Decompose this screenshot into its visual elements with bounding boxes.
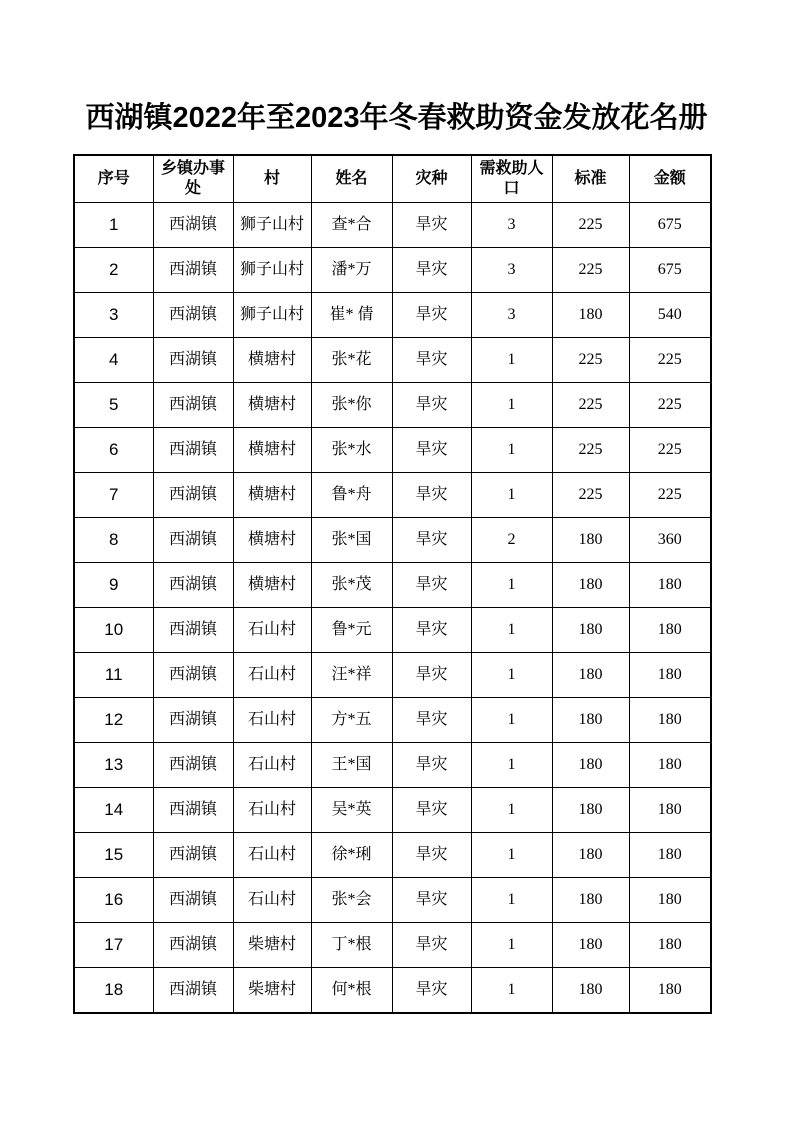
cell-standard: 180 <box>552 698 629 743</box>
cell-disaster-type: 旱灾 <box>392 428 471 473</box>
cell-amount: 540 <box>629 293 711 338</box>
cell-village: 横塘村 <box>233 383 311 428</box>
cell-population-in-need: 1 <box>471 608 552 653</box>
cell-amount: 225 <box>629 428 711 473</box>
cell-population-in-need: 1 <box>471 878 552 923</box>
cell-name: 鲁*舟 <box>311 473 392 518</box>
cell-township-office: 西湖镇 <box>153 788 233 833</box>
cell-township-office: 西湖镇 <box>153 698 233 743</box>
cell-standard: 225 <box>552 338 629 383</box>
header-disaster-type: 灾种 <box>392 155 471 203</box>
cell-township-office: 西湖镇 <box>153 653 233 698</box>
cell-disaster-type: 旱灾 <box>392 653 471 698</box>
document-title: 西湖镇2022年至2023年冬春救助资金发放花名册 <box>85 102 708 134</box>
cell-village: 横塘村 <box>233 563 311 608</box>
cell-village: 石山村 <box>233 608 311 653</box>
cell-serial-number: 5 <box>74 383 153 428</box>
cell-village: 横塘村 <box>233 338 311 383</box>
table-row <box>74 203 711 248</box>
cell-village: 石山村 <box>233 878 311 923</box>
cell-population-in-need: 1 <box>471 698 552 743</box>
cell-township-office: 西湖镇 <box>153 608 233 653</box>
cell-serial-number: 13 <box>74 743 153 788</box>
cell-name: 张*会 <box>311 878 392 923</box>
header-row <box>74 155 711 203</box>
cell-village: 狮子山村 <box>233 293 311 338</box>
cell-amount: 180 <box>629 833 711 878</box>
header-standard: 标准 <box>552 155 629 203</box>
cell-population-in-need: 1 <box>471 473 552 518</box>
cell-standard: 180 <box>552 878 629 923</box>
table-row <box>74 293 711 338</box>
table-row <box>74 248 711 293</box>
header-serial-number: 序号 <box>74 155 153 203</box>
cell-standard: 180 <box>552 563 629 608</box>
cell-township-office: 西湖镇 <box>153 518 233 563</box>
cell-name: 张*水 <box>311 428 392 473</box>
cell-serial-number: 16 <box>74 878 153 923</box>
header-name: 姓名 <box>311 155 392 203</box>
table-row <box>74 923 711 968</box>
cell-township-office: 西湖镇 <box>153 968 233 1014</box>
cell-population-in-need: 3 <box>471 293 552 338</box>
cell-amount: 360 <box>629 518 711 563</box>
cell-village: 横塘村 <box>233 473 311 518</box>
cell-serial-number: 6 <box>74 428 153 473</box>
cell-serial-number: 1 <box>74 203 153 248</box>
header-village: 村 <box>233 155 311 203</box>
cell-name: 潘*万 <box>311 248 392 293</box>
cell-township-office: 西湖镇 <box>153 923 233 968</box>
cell-amount: 675 <box>629 248 711 293</box>
header-population-in-need: 需救助人口 <box>471 155 552 203</box>
cell-amount: 675 <box>629 203 711 248</box>
cell-township-office: 西湖镇 <box>153 563 233 608</box>
header-township-office: 乡镇办事处 <box>153 155 233 203</box>
cell-standard: 180 <box>552 968 629 1014</box>
cell-amount: 180 <box>629 698 711 743</box>
cell-village: 石山村 <box>233 743 311 788</box>
cell-name: 丁*根 <box>311 923 392 968</box>
cell-serial-number: 3 <box>74 293 153 338</box>
table-row <box>74 968 711 1014</box>
cell-disaster-type: 旱灾 <box>392 383 471 428</box>
cell-population-in-need: 2 <box>471 518 552 563</box>
cell-township-office: 西湖镇 <box>153 203 233 248</box>
cell-disaster-type: 旱灾 <box>392 608 471 653</box>
cell-disaster-type: 旱灾 <box>392 698 471 743</box>
cell-serial-number: 9 <box>74 563 153 608</box>
cell-population-in-need: 3 <box>471 203 552 248</box>
cell-disaster-type: 旱灾 <box>392 518 471 563</box>
cell-township-office: 西湖镇 <box>153 473 233 518</box>
cell-disaster-type: 旱灾 <box>392 473 471 518</box>
cell-population-in-need: 1 <box>471 923 552 968</box>
cell-name: 张*花 <box>311 338 392 383</box>
cell-standard: 180 <box>552 653 629 698</box>
cell-standard: 225 <box>552 203 629 248</box>
cell-village: 石山村 <box>233 653 311 698</box>
table-row <box>74 473 711 518</box>
table-row <box>74 428 711 473</box>
cell-village: 狮子山村 <box>233 248 311 293</box>
cell-village: 柴塘村 <box>233 968 311 1014</box>
cell-population-in-need: 1 <box>471 383 552 428</box>
cell-amount: 180 <box>629 653 711 698</box>
cell-serial-number: 17 <box>74 923 153 968</box>
cell-population-in-need: 1 <box>471 338 552 383</box>
cell-population-in-need: 1 <box>471 833 552 878</box>
cell-disaster-type: 旱灾 <box>392 878 471 923</box>
cell-village: 狮子山村 <box>233 203 311 248</box>
cell-amount: 180 <box>629 968 711 1014</box>
table-row <box>74 338 711 383</box>
cell-population-in-need: 1 <box>471 788 552 833</box>
cell-amount: 225 <box>629 383 711 428</box>
cell-township-office: 西湖镇 <box>153 293 233 338</box>
table-row <box>74 518 711 563</box>
cell-village: 横塘村 <box>233 518 311 563</box>
cell-name: 张*茂 <box>311 563 392 608</box>
cell-standard: 225 <box>552 428 629 473</box>
cell-standard: 180 <box>552 788 629 833</box>
cell-standard: 180 <box>552 518 629 563</box>
cell-name: 汪*祥 <box>311 653 392 698</box>
cell-amount: 180 <box>629 743 711 788</box>
cell-population-in-need: 1 <box>471 653 552 698</box>
cell-standard: 180 <box>552 833 629 878</box>
cell-disaster-type: 旱灾 <box>392 203 471 248</box>
cell-serial-number: 14 <box>74 788 153 833</box>
cell-disaster-type: 旱灾 <box>392 248 471 293</box>
cell-disaster-type: 旱灾 <box>392 923 471 968</box>
cell-township-office: 西湖镇 <box>153 428 233 473</box>
cell-amount: 180 <box>629 788 711 833</box>
cell-serial-number: 4 <box>74 338 153 383</box>
cell-disaster-type: 旱灾 <box>392 563 471 608</box>
cell-standard: 225 <box>552 248 629 293</box>
cell-serial-number: 10 <box>74 608 153 653</box>
cell-village: 石山村 <box>233 698 311 743</box>
cell-standard: 225 <box>552 473 629 518</box>
cell-disaster-type: 旱灾 <box>392 338 471 383</box>
header-amount: 金额 <box>629 155 711 203</box>
cell-serial-number: 8 <box>74 518 153 563</box>
cell-name: 何*根 <box>311 968 392 1014</box>
table-row <box>74 383 711 428</box>
cell-name: 查*合 <box>311 203 392 248</box>
cell-township-office: 西湖镇 <box>153 338 233 383</box>
table-row <box>74 788 711 833</box>
cell-disaster-type: 旱灾 <box>392 968 471 1014</box>
cell-serial-number: 11 <box>74 653 153 698</box>
cell-village: 柴塘村 <box>233 923 311 968</box>
cell-name: 张*国 <box>311 518 392 563</box>
cell-village: 石山村 <box>233 788 311 833</box>
cell-amount: 180 <box>629 923 711 968</box>
cell-standard: 180 <box>552 923 629 968</box>
cell-serial-number: 18 <box>74 968 153 1014</box>
cell-population-in-need: 1 <box>471 968 552 1014</box>
cell-name: 吴*英 <box>311 788 392 833</box>
cell-amount: 180 <box>629 878 711 923</box>
cell-disaster-type: 旱灾 <box>392 788 471 833</box>
table-row <box>74 698 711 743</box>
cell-population-in-need: 1 <box>471 428 552 473</box>
cell-amount: 225 <box>629 473 711 518</box>
cell-name: 张*你 <box>311 383 392 428</box>
table-row <box>74 608 711 653</box>
cell-township-office: 西湖镇 <box>153 833 233 878</box>
cell-disaster-type: 旱灾 <box>392 833 471 878</box>
table-row <box>74 743 711 788</box>
cell-disaster-type: 旱灾 <box>392 293 471 338</box>
table-row <box>74 653 711 698</box>
cell-serial-number: 12 <box>74 698 153 743</box>
cell-amount: 180 <box>629 563 711 608</box>
cell-village: 石山村 <box>233 833 311 878</box>
cell-standard: 180 <box>552 743 629 788</box>
cell-township-office: 西湖镇 <box>153 248 233 293</box>
roster-table <box>73 154 712 1014</box>
cell-population-in-need: 1 <box>471 743 552 788</box>
cell-amount: 225 <box>629 338 711 383</box>
cell-standard: 180 <box>552 293 629 338</box>
cell-population-in-need: 3 <box>471 248 552 293</box>
cell-name: 鲁*元 <box>311 608 392 653</box>
cell-name: 方*五 <box>311 698 392 743</box>
cell-name: 王*国 <box>311 743 392 788</box>
cell-township-office: 西湖镇 <box>153 743 233 788</box>
cell-standard: 225 <box>552 383 629 428</box>
cell-amount: 180 <box>629 608 711 653</box>
cell-serial-number: 15 <box>74 833 153 878</box>
cell-serial-number: 7 <box>74 473 153 518</box>
cell-village: 横塘村 <box>233 428 311 473</box>
table-row <box>74 563 711 608</box>
cell-standard: 180 <box>552 608 629 653</box>
cell-township-office: 西湖镇 <box>153 383 233 428</box>
table-row <box>74 833 711 878</box>
cell-township-office: 西湖镇 <box>153 878 233 923</box>
table-row <box>74 878 711 923</box>
cell-name: 徐*琍 <box>311 833 392 878</box>
cell-serial-number: 2 <box>74 248 153 293</box>
cell-name: 崔* 倩 <box>311 293 392 338</box>
cell-disaster-type: 旱灾 <box>392 743 471 788</box>
cell-population-in-need: 1 <box>471 563 552 608</box>
